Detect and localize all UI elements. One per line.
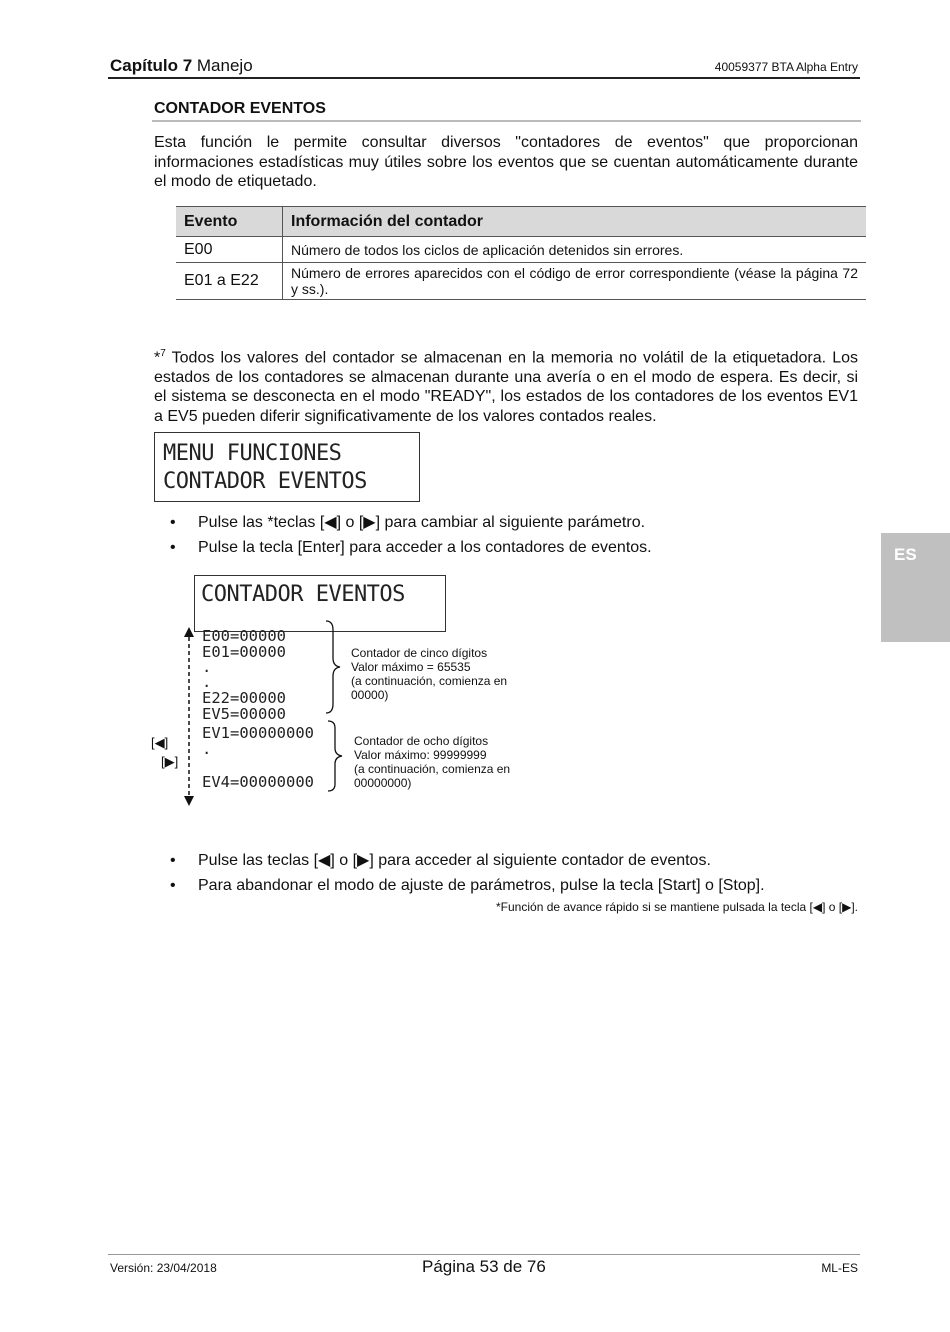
- list-item-text: Pulse las teclas [◀] o [▶] para acceder al siguiente contador de eventos.: [198, 852, 711, 869]
- footer-language-code: ML-ES: [821, 1261, 858, 1275]
- bullet-icon: •: [170, 538, 176, 556]
- list-item: [154, 874, 765, 899]
- lcd-display-menu: [154, 432, 420, 502]
- brace-label-line: (a continuación, comienza en: [354, 762, 511, 776]
- table-cell-evento: E00: [176, 237, 283, 263]
- brace-label-line: 00000000): [354, 776, 412, 790]
- note-marker: *: [154, 349, 161, 367]
- bullet-icon: •: [170, 852, 176, 869]
- instruction-list-2: [154, 849, 765, 898]
- event-table: [176, 206, 866, 300]
- table-cell-info: Número de errores aparecidos con el código de error correspondiente (véase la página 72 y ss.).: [283, 263, 867, 300]
- lcd-counter-title: CONTADOR EVENTOS: [201, 582, 405, 607]
- note-superscript: 7: [160, 348, 166, 359]
- brace-label-line: Valor máximo: 99999999: [354, 748, 487, 762]
- table-header-info: Información del contador: [283, 207, 867, 237]
- chapter-heading: [110, 56, 253, 76]
- brace-label-line: Contador de ocho dígitos: [354, 734, 489, 748]
- table-header-row: [176, 207, 866, 237]
- footer-divider: [108, 1254, 860, 1255]
- brace-icon: [326, 720, 348, 792]
- lcd-line-1: MENU FUNCIONES: [163, 441, 342, 466]
- counter-line: .: [202, 740, 212, 758]
- footer-version: Versión: 23/04/2018: [110, 1261, 217, 1275]
- footer-page-number: Página 53 de 76: [422, 1257, 546, 1276]
- list-item-text: Para abandonar el modo de ajuste de parámetros, pulse la tecla [Start] o [Stop].: [198, 876, 765, 894]
- header-divider: [108, 77, 860, 79]
- list-item: [154, 511, 652, 536]
- list-item: [154, 536, 652, 561]
- brace-label-line: Valor máximo = 65535: [351, 660, 471, 674]
- scroll-arrow-icon: [180, 625, 200, 810]
- note-paragraph: [154, 344, 858, 426]
- brace-label-line: Contador de cinco dígitos: [351, 646, 488, 660]
- counter-line: EV1=00000000: [202, 724, 314, 742]
- counter-line: E22=00000: [202, 689, 286, 707]
- counter-line: E00=00000: [202, 627, 286, 645]
- list-item: [154, 849, 765, 874]
- section-title: CONTADOR EVENTOS: [154, 100, 326, 117]
- lcd-display-counter: [194, 575, 446, 632]
- list-item-text: Pulse las *teclas [◀] o [▶] para cambiar al siguiente parámetro.: [198, 514, 646, 531]
- chapter-title: Manejo: [192, 56, 253, 75]
- key-right-label: [▶]: [161, 754, 179, 769]
- counter-line: .: [202, 658, 212, 676]
- section-divider: [152, 120, 861, 122]
- intro-paragraph: Esta función le permite consultar diversos "contadores de eventos" que proporcionan informaciones estadísticas muy útiles sobre los eventos que se cuentan automáticamente durante el modo de etiquetado.: [154, 134, 858, 190]
- chapter-number: Capítulo 7: [110, 56, 193, 75]
- brace-icon: [324, 620, 346, 715]
- footnote: *Función de avance rápido si se mantiene pulsada la tecla [◀] o [▶].: [496, 900, 858, 914]
- counter-line: EV4=00000000: [202, 773, 314, 791]
- brace-label-eight-digit: [354, 734, 544, 790]
- bullet-icon: •: [170, 876, 176, 894]
- language-tab: [881, 533, 950, 642]
- language-tab-label: ES: [894, 545, 917, 564]
- brace-label-line: 00000): [351, 688, 389, 702]
- counter-line: E01=00000: [202, 643, 286, 661]
- instruction-list-1: [154, 511, 652, 560]
- table-cell-evento: E01 a E22: [176, 263, 283, 300]
- table-row: [176, 237, 866, 263]
- list-item-text: Pulse la tecla [Enter] para acceder a los contadores de eventos.: [198, 538, 652, 556]
- table-header-evento: Evento: [176, 207, 283, 237]
- counter-line: EV5=00000: [202, 705, 286, 723]
- brace-label-line: (a continuación, comienza en: [351, 674, 508, 688]
- counter-line: .: [202, 673, 212, 691]
- table-row: [176, 263, 866, 300]
- table-cell-info: Número de todos los ciclos de aplicación detenidos sin errores.: [283, 237, 867, 263]
- note-text: Todos los valores del contador se almacenan en la memoria no volátil de la etiquetadora. Los estados de los contadores se almacenan durante una avería o en el modo de espera. Es decir, si el sistema se desconecta en el modo "READY", los estados de los contadores de los eventos EV1 a EV5 pueden diferir significativamente de los valores contados reales.: [154, 349, 858, 425]
- brace-label-five-digit: [351, 646, 541, 702]
- bullet-icon: •: [170, 514, 176, 531]
- lcd-line-2: CONTADOR EVENTOS: [163, 469, 367, 494]
- document-id: 40059377 BTA Alpha Entry: [714, 60, 858, 74]
- key-left-label: [◀]: [151, 735, 169, 750]
